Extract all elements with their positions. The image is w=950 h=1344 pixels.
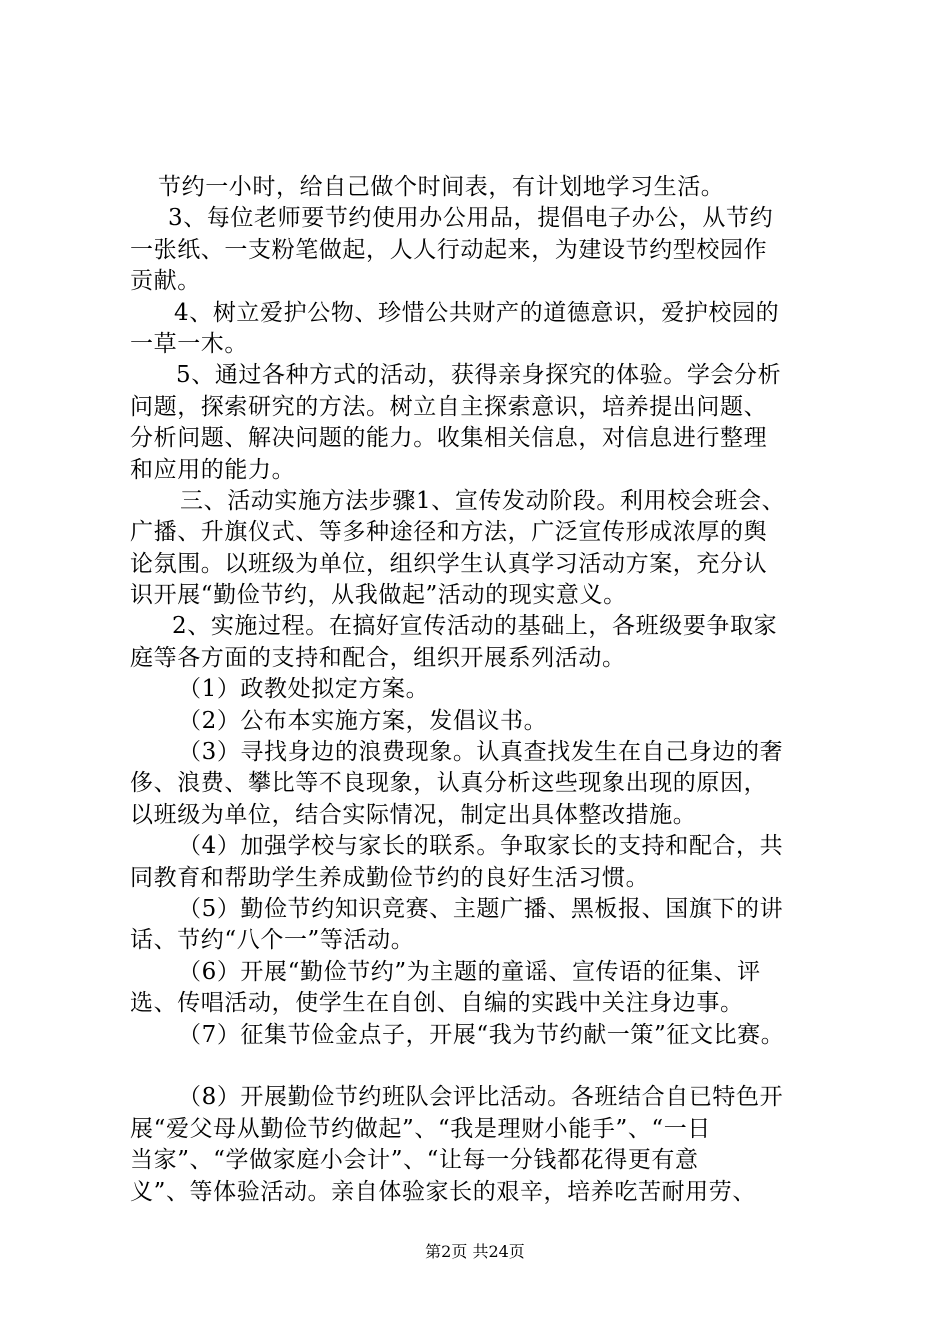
text-line: 同教育和帮助学生养成勤俭节约的良好生活习惯。 xyxy=(130,864,650,891)
text-line: 当家”、“学做家庭小会计”、“让每一分钱都花得更有意 xyxy=(130,1147,699,1174)
text-line: 广播、升旗仪式、等多种途径和方法，广泛宣传形成浓厚的舆 xyxy=(130,519,768,546)
text-line: 4、树立爱护公物、珍惜公共财产的道德意识，爱护校园的 xyxy=(174,299,780,326)
text-line: 3、每位老师要节约使用办公用品，提倡电子办公，从节约 xyxy=(168,205,774,232)
text-line: 三、活动实施方法步骤1、宣传发动阶段。利用校会班会、 xyxy=(180,487,786,514)
text-line: 一张纸、一支粉笔做起，人人行动起来，为建设节约型校园作 xyxy=(130,236,768,263)
text-line: （7）征集节俭金点子，开展“我为节约献一策”征文比赛。 xyxy=(178,1021,785,1048)
text-line: 和应用的能力。 xyxy=(130,456,296,483)
text-line: 一草一木。 xyxy=(130,330,248,357)
text-line: 贡献。 xyxy=(130,268,201,295)
text-line: 分析问题、解决问题的能力。收集相关信息，对信息进行整理 xyxy=(130,425,768,452)
document-body xyxy=(130,172,830,1208)
text-line: （5）勤俭节约知识竞赛、主题广播、黑板报、国旗下的讲 xyxy=(178,895,784,922)
text-line: 义”、等体验活动。亲自体验家长的艰辛，培养吃苦耐用劳、 xyxy=(130,1178,756,1205)
text-line: 侈、浪费、攀比等不良现象，认真分析这些现象出现的原因， xyxy=(130,770,768,797)
text-line: 展“爱父母从勤俭节约做起”、“我是理财小能手”、“一日 xyxy=(130,1115,711,1142)
text-line xyxy=(130,1051,830,1082)
text-line: 庭等各方面的支持和配合，组织开展系列活动。 xyxy=(130,644,626,671)
page-footer: 第2页 共24页 xyxy=(425,1242,525,1261)
text-line: （8）开展勤俭节约班队会评比活动。各班结合自已特色开 xyxy=(178,1084,784,1111)
text-line: 问题，探索研究的方法。树立自主探索意识，培养提出问题、 xyxy=(130,393,768,420)
text-line: （3）寻找身边的浪费现象。认真查找发生在自己身边的奢 xyxy=(178,739,784,766)
text-line: （2）公布本实施方案，发倡议书。 xyxy=(178,707,548,734)
text-line: 节约一小时，给自己做个时间表，有计划地学习生活。 xyxy=(158,174,725,200)
text-line: （6）开展“勤俭节约”为主题的童谣、宣传语的征集、评 xyxy=(178,958,761,985)
text-line: 识开展“勤俭节约，从我做起”活动的现实意义。 xyxy=(130,582,627,609)
text-line: 话、节约“八个一”等活动。 xyxy=(130,927,415,954)
text-line: 2、实施过程。在搞好宣传活动的基础上，各班级要争取家 xyxy=(172,613,778,640)
text-line: （4）加强学校与家长的联系。争取家长的支持和配合，共 xyxy=(178,833,784,860)
text-line: 以班级为单位，结合实际情况，制定出具体整改措施。 xyxy=(130,801,697,828)
text-line: （1）政教处拟定方案。 xyxy=(178,676,430,703)
text-line: 5、通过各种方式的活动，获得亲身探究的体验。学会分析 xyxy=(176,362,782,389)
text-line: 论氛围。以班级为单位，组织学生认真学习活动方案，充分认 xyxy=(130,550,768,577)
text-line: 选、传唱活动，使学生在自创、自编的实践中关注身边事。 xyxy=(130,990,744,1017)
